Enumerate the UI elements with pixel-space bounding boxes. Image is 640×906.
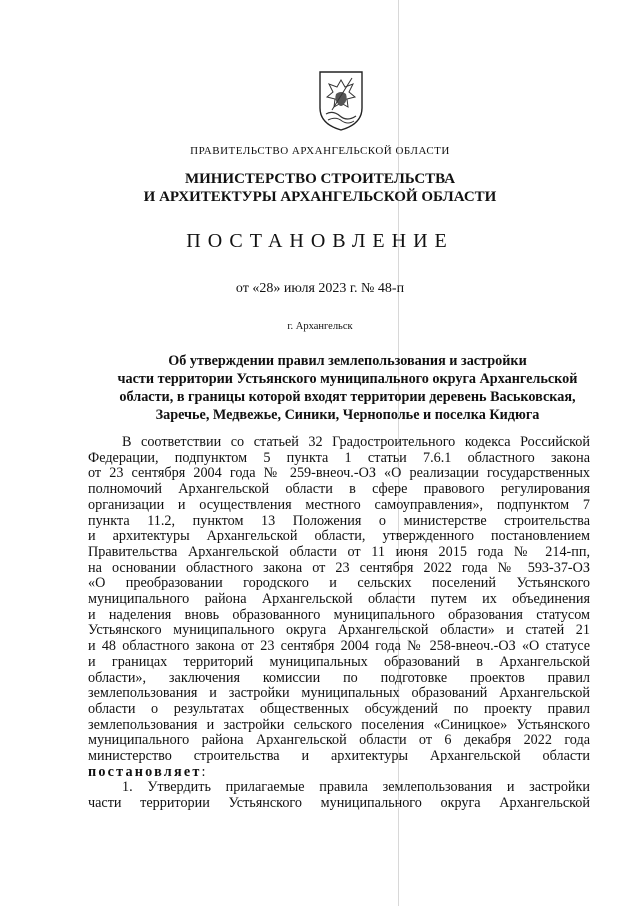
item-line: части территории Устьянского муниципального округа Архангельской xyxy=(88,795,590,812)
ministry-name xyxy=(0,170,640,206)
title-line: Заречье, Медвежье, Синики, Чернополье и поселка Кидюга xyxy=(155,407,540,423)
government-name: ПРАВИТЕЛЬСТВО АРХАНГЕЛЬСКОЙ ОБЛАСТИ xyxy=(190,145,450,157)
document-title xyxy=(80,352,615,424)
body-line: на основании областного закона от 23 сентября 2022 года № 593-37-ОЗ xyxy=(88,559,590,576)
body-line: области о результатах общественных обсуждений по проекту правил xyxy=(88,700,590,717)
body-line: и границах территорий муниципальных образований в Архангельской xyxy=(88,653,590,670)
body-line: от 23 сентября 2004 года № 259-внеоч.-ОЗ «О реализации государственных xyxy=(88,465,590,482)
title-line: части территории Устьянского муниципального округа Архангельской xyxy=(117,371,578,387)
decree-line xyxy=(88,765,590,781)
ministry-line: МИНИСТЕРСТВО СТРОИТЕЛЬСТВА xyxy=(184,171,456,187)
body-line: Устьянского муниципального округа Архангельской области» и статей 21 xyxy=(88,622,590,639)
document-date-number: от «28» июля 2023 г. № 48-п xyxy=(235,281,405,296)
body-line: землепользования и застройки муниципальных образований Архангельской xyxy=(88,685,590,702)
body-line: организации и осуществления местного самоуправления», подпунктом 7 xyxy=(88,496,590,513)
body-line: и наделения вновь образованного муниципального образования статусом xyxy=(88,606,590,623)
body-line: Правительства Архангельской области от 11 июня 2015 года № 214-пп, xyxy=(88,543,590,560)
ministry-line: И АРХИТЕКТУРЫ АРХАНГЕЛЬСКОЙ ОБЛАСТИ xyxy=(143,189,497,205)
document-type: ПОСТАНОВЛЕНИЕ xyxy=(186,230,454,252)
document-body xyxy=(88,435,590,812)
body-line: области», заключения комиссии по подготовке проектов правил xyxy=(88,669,590,686)
title-line: Об утверждении правил землепользования и застройки xyxy=(168,353,527,369)
decree-word: постановляет xyxy=(88,763,202,780)
title-line: области, в границы которой входят территории деревень Васьковская, xyxy=(119,389,576,405)
body-line: полномочий Архангельской области в сфере правового регулирования xyxy=(88,481,590,498)
body-line: и 48 областного закона от 23 сентября 2004 года № 258-внеоч.-ОЗ «О статусе xyxy=(88,638,590,655)
body-line: муниципального района Архангельской области от 6 декабря 2022 года xyxy=(88,732,590,749)
body-line: землепользования и застройки сельского поселения «Синицкое» Устьянского xyxy=(88,716,590,733)
coat-of-arms-icon xyxy=(318,70,364,132)
body-line: пункта 11.2, пунктом 13 Положения о министерстве строительства xyxy=(88,512,590,529)
document-city: г. Архангельск xyxy=(287,321,353,332)
item-line: 1. Утвердить прилагаемые правила землепользования и застройки xyxy=(122,779,590,796)
body-line: Федерации, подпунктом 5 пункта 1 статьи 7.6.1 областного закона xyxy=(88,449,590,466)
body-line: «О преобразовании городского и сельских поселений Устьянского xyxy=(88,575,590,592)
body-line: муниципального района Архангельской области путем их объединения xyxy=(88,591,590,608)
body-line: министерство строительства и архитектуры Архангельской области xyxy=(88,748,590,765)
decree-colon: : xyxy=(201,763,206,780)
body-line: и архитектуры Архангельской области, утвержденного постановлением xyxy=(88,528,590,545)
body-line: В соответствии со статьей 32 Градостроительного кодекса Российской xyxy=(122,434,590,450)
